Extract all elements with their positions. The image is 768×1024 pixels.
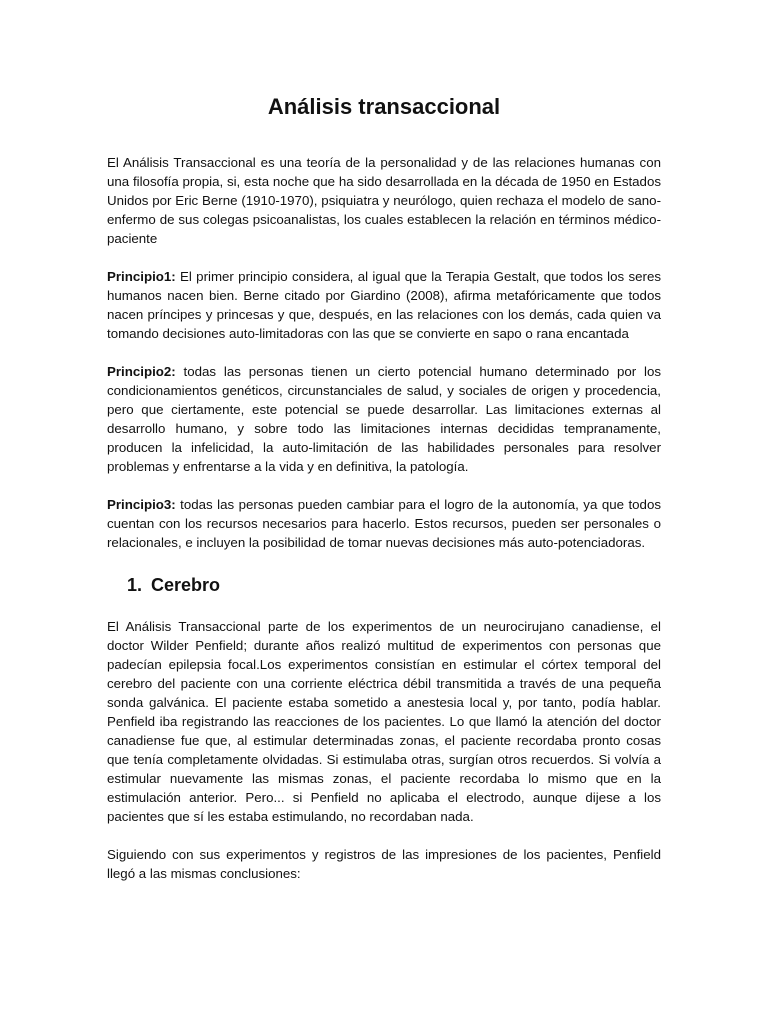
principle-1-label: Principio1: <box>107 269 176 284</box>
section-title: Cerebro <box>151 575 221 595</box>
principle-2-label: Principio2: <box>107 364 176 379</box>
document-title: Análisis transaccional <box>267 94 501 119</box>
section-paragraph-2: Siguiendo con sus experimentos y registros de las impresiones de los pacientes, Penfield llegó a las mismas conclusiones: <box>107 847 661 881</box>
intro-paragraph: El Análisis Transaccional es una teoría de la personalidad y de las relaciones humanas con una filosofía propia, si, esta noche que ha sido desarrollada en la década de 1950 en Estados Unidos por Eric Berne (1910-1970), psiquiatra y neurólogo, quien rechaza el modelo de sano-enfermo de sus colegas psicoanalistas, los cuales establecen la relación en términos médico-paciente <box>107 155 661 246</box>
section-heading <box>127 571 661 599</box>
principle-3-text: todas las personas pueden cambiar para el logro de la autonomía, ya que todos cuentan con los recursos necesarios para hacerlo. Estos recursos, pueden ser personales o relacionales, e incluyen la posibilidad de tomar nuevas decisiones más auto-potenciadoras. <box>107 497 661 550</box>
document-body <box>107 90 661 902</box>
section-paragraph-1: El Análisis Transaccional parte de los experimentos de un neurocirujano canadiense, el doctor Wilder Penfield; durante años realizó multitud de experimentos con personas que padecían epilepsia focal.Los experimentos consistían en estimular el córtex temporal del cerebro del paciente con una corriente eléctrica débil transmitida a través de una pequeña sonda galvánica. El paciente estaba sometido a anestesia local y, por tanto, podía hablar. Penfield iba registrando las reacciones de los pacientes. Lo que llamó la atención del doctor canadiense fue que, al estimular determinadas zonas, el paciente recordaba pronto cosas que tenía completamente olvidadas. Si estimulaba otras, surgían otros recuerdos. Si volvía a estimular nuevamente las mismas zonas, el paciente recordaba lo mismo que en la estimulación anterior. Pero... si Penfield no aplicaba el electrodo, aunque dijese a los pacientes que sí les estaba estimulando, no recordaban nada. <box>107 619 661 824</box>
principle-3-label: Principio3: <box>107 497 176 512</box>
section-number: 1. <box>127 575 143 595</box>
principle-1-paragraph <box>107 267 661 343</box>
principle-2-text: todas las personas tienen un cierto potencial humano determinado por los condicionamientos genéticos, circunstanciales de salud, y sociales de origen y procedencia, pero que ciertamente, este potencial se puede desarrollar. Las limitaciones externas al desarrollo humano, y sobre todo las limitaciones internas decididas tempranamente, producen la infelicidad, la auto-limitación de las habilidades personales para resolver problemas y enfrentarse a la vida y en definitiva, la patología. <box>107 364 661 474</box>
principle-1-text: El primer principio considera, al igual que la Terapia Gestalt, que todos los seres humanos nacen bien. Berne citado por Giardino (2008), afirma metafóricamente que todos nacen príncipes y princesas y que, después, en las relaciones con los demás, cada quien va tomando decisiones auto-limitadoras con las que se convierte en sapo o rana encantada <box>107 269 661 341</box>
principle-2-paragraph <box>107 362 661 476</box>
principle-3-paragraph <box>107 495 661 552</box>
